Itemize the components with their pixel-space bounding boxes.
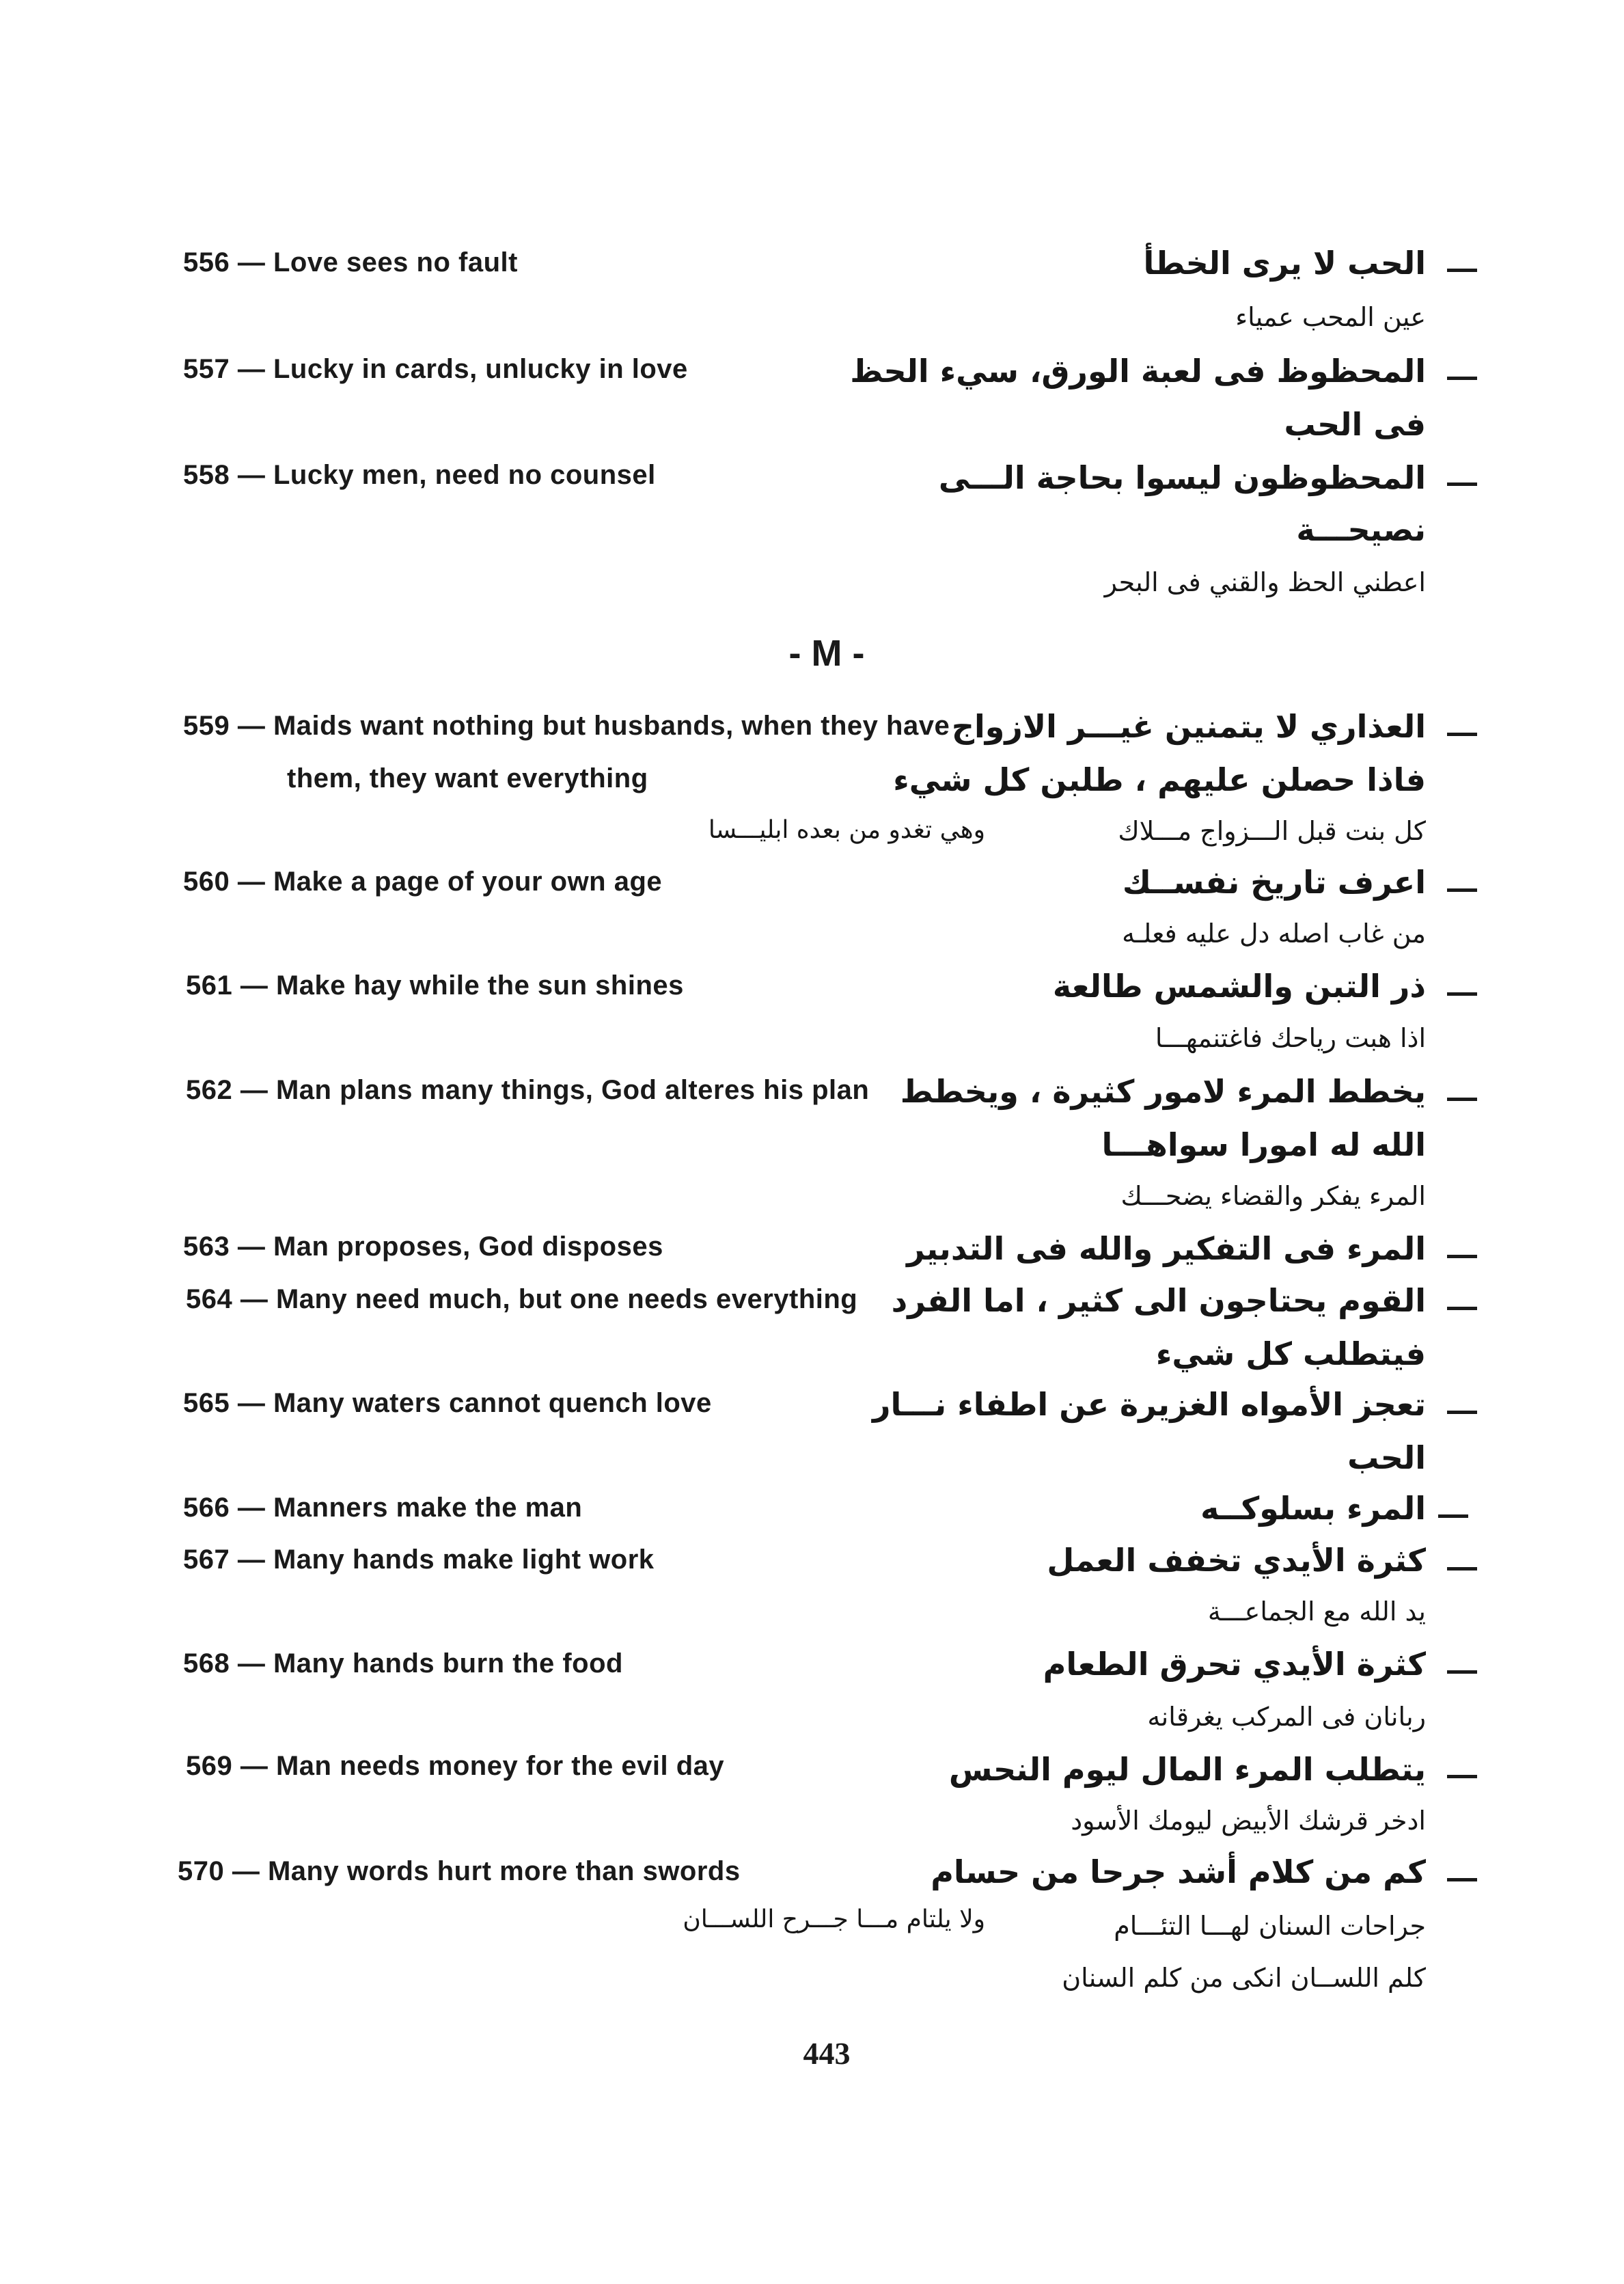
page-number: 443 bbox=[803, 2036, 851, 2071]
entry-570-english: 570 — Many words hurt more than swords bbox=[178, 1856, 741, 1886]
entry-558-english: 558 — Lucky men, need no counsel bbox=[183, 460, 656, 490]
entry-dash bbox=[1447, 1307, 1477, 1310]
entry-dash bbox=[1447, 733, 1477, 736]
entry-569-arabic: يتطلب المرء المال ليوم النحس bbox=[948, 1751, 1426, 1788]
entry-559-note-cont: وهي تغدو من بعده ابليـــسا bbox=[708, 816, 985, 844]
entry-565-arabic: تعجز الأمواه الغزيرة عن اطفاء نـــار bbox=[872, 1386, 1426, 1423]
entry-556-note: عين المحب عمياء bbox=[1235, 302, 1426, 332]
entry-dash bbox=[1447, 1775, 1477, 1778]
entry-567-english: 567 — Many hands make light work bbox=[183, 1545, 655, 1575]
entry-563-english: 563 — Man proposes, God disposes bbox=[183, 1232, 663, 1262]
entry-dash bbox=[1447, 1567, 1477, 1571]
entry-562-english: 562 — Man plans many things, God alteres his plan bbox=[186, 1075, 870, 1105]
entry-556-english: 556 — Love sees no fault bbox=[183, 247, 518, 277]
entry-557-arabic-cont: فى الحب bbox=[1284, 406, 1426, 443]
entry-558-arabic: المحظوظون ليسوا بحاجة الـــى bbox=[938, 459, 1426, 496]
entry-dash bbox=[1447, 377, 1477, 380]
entry-570-note-cont: ولا يلتام مـــا جـــرح اللســـان bbox=[683, 1905, 985, 1933]
entry-568-arabic: كثرة الأيدي تحرق الطعام bbox=[1043, 1646, 1426, 1683]
entry-561-note: اذا هبت رياحك فاغتنمهـــا bbox=[1155, 1023, 1426, 1053]
entry-564-arabic-cont: فيتطلب كل شيء bbox=[1155, 1335, 1426, 1372]
entry-559-note: كل بنت قبل الـــزواج مـــلاك bbox=[1118, 816, 1426, 846]
entry-dash bbox=[1447, 888, 1477, 892]
entry-558-note: اعطني الحظ والقني فى البحر bbox=[1104, 567, 1426, 597]
entry-568-note: ربانان فى المركب يغرقانه bbox=[1147, 1702, 1426, 1732]
entry-dash bbox=[1447, 992, 1477, 996]
entry-560-note: من غاب اصله دل عليه فعلـه bbox=[1122, 919, 1426, 949]
entry-dash bbox=[1447, 482, 1477, 486]
entry-564-english: 564 — Many need much, but one needs everything bbox=[186, 1284, 858, 1314]
entry-561-english: 561 — Make hay while the sun shines bbox=[186, 970, 684, 1001]
entry-dash bbox=[1438, 1514, 1468, 1518]
entry-560-arabic: اعرف تاريخ نفســك bbox=[1122, 864, 1426, 901]
entry-dash bbox=[1447, 1670, 1477, 1674]
entry-556-arabic: الحب لا يرى الخطأ bbox=[1143, 245, 1426, 282]
entry-570-arabic: كم من كلام أشد جرحا من حسام bbox=[931, 1853, 1426, 1890]
entry-559-english: 559 — Maids want nothing but husbands, when they have bbox=[183, 711, 950, 741]
entry-558-arabic-cont: نصيحـــة bbox=[1296, 511, 1426, 548]
entry-dash bbox=[1447, 269, 1477, 272]
entry-560-english: 560 — Make a page of your own age bbox=[183, 867, 663, 897]
entry-567-note: يد الله مع الجماعـــة bbox=[1207, 1596, 1426, 1627]
entry-566-arabic: المرء بسلوكــه bbox=[1200, 1490, 1426, 1527]
entry-564-arabic: القوم يحتاجون الى كثير ، اما الفرد bbox=[891, 1282, 1426, 1319]
entry-570-note-extra: كلم اللســان انكى من كلم السنان bbox=[1062, 1963, 1426, 1993]
entry-562-arabic-cont: الله له امورا سواهـــا bbox=[1101, 1126, 1426, 1163]
entry-dash bbox=[1447, 1878, 1477, 1881]
entry-562-arabic: يخطط المرء لامور كثيرة ، ويخطط bbox=[900, 1073, 1426, 1110]
entry-566-english: 566 — Manners make the man bbox=[183, 1493, 583, 1523]
entry-569-note: ادخر قرشك الأبيض ليومك الأسود bbox=[1071, 1806, 1426, 1836]
entry-569-english: 569 — Man needs money for the evil day bbox=[186, 1751, 725, 1781]
entry-565-arabic-cont: الحب bbox=[1347, 1439, 1426, 1476]
entry-563-arabic: المرء فى التفكير والله فى التدبير bbox=[907, 1230, 1426, 1267]
entry-559-arabic: العذاري لا يتمنين غيـــر الازواج bbox=[951, 708, 1426, 745]
entry-561-arabic: ذر التبن والشمس طالعة bbox=[1052, 968, 1426, 1005]
section-heading: - M - bbox=[788, 633, 865, 674]
entry-557-arabic: المحظوظ فى لعبة الورق، سيء الحظ bbox=[850, 353, 1426, 390]
entry-568-english: 568 — Many hands burn the food bbox=[183, 1648, 623, 1678]
entry-dash bbox=[1447, 1098, 1477, 1101]
entry-dash bbox=[1447, 1255, 1477, 1258]
entry-559-arabic-cont: فاذا حصلن عليهم ، طلبن كل شيء bbox=[893, 761, 1426, 798]
entry-dash bbox=[1447, 1411, 1477, 1414]
entry-562-note: المرء يفكر والقضاء يضحـــك bbox=[1120, 1181, 1426, 1211]
entry-570-note: جراحات السنان لهـــا التئـــام bbox=[1114, 1911, 1426, 1941]
entry-565-english: 565 — Many waters cannot quench love bbox=[183, 1388, 712, 1418]
entry-559-english-cont: them, they want everything bbox=[287, 763, 648, 793]
entry-567-arabic: كثرة الأيدي تخفف العمل bbox=[1047, 1542, 1426, 1579]
entry-557-english: 557 — Lucky in cards, unlucky in love bbox=[183, 354, 688, 384]
